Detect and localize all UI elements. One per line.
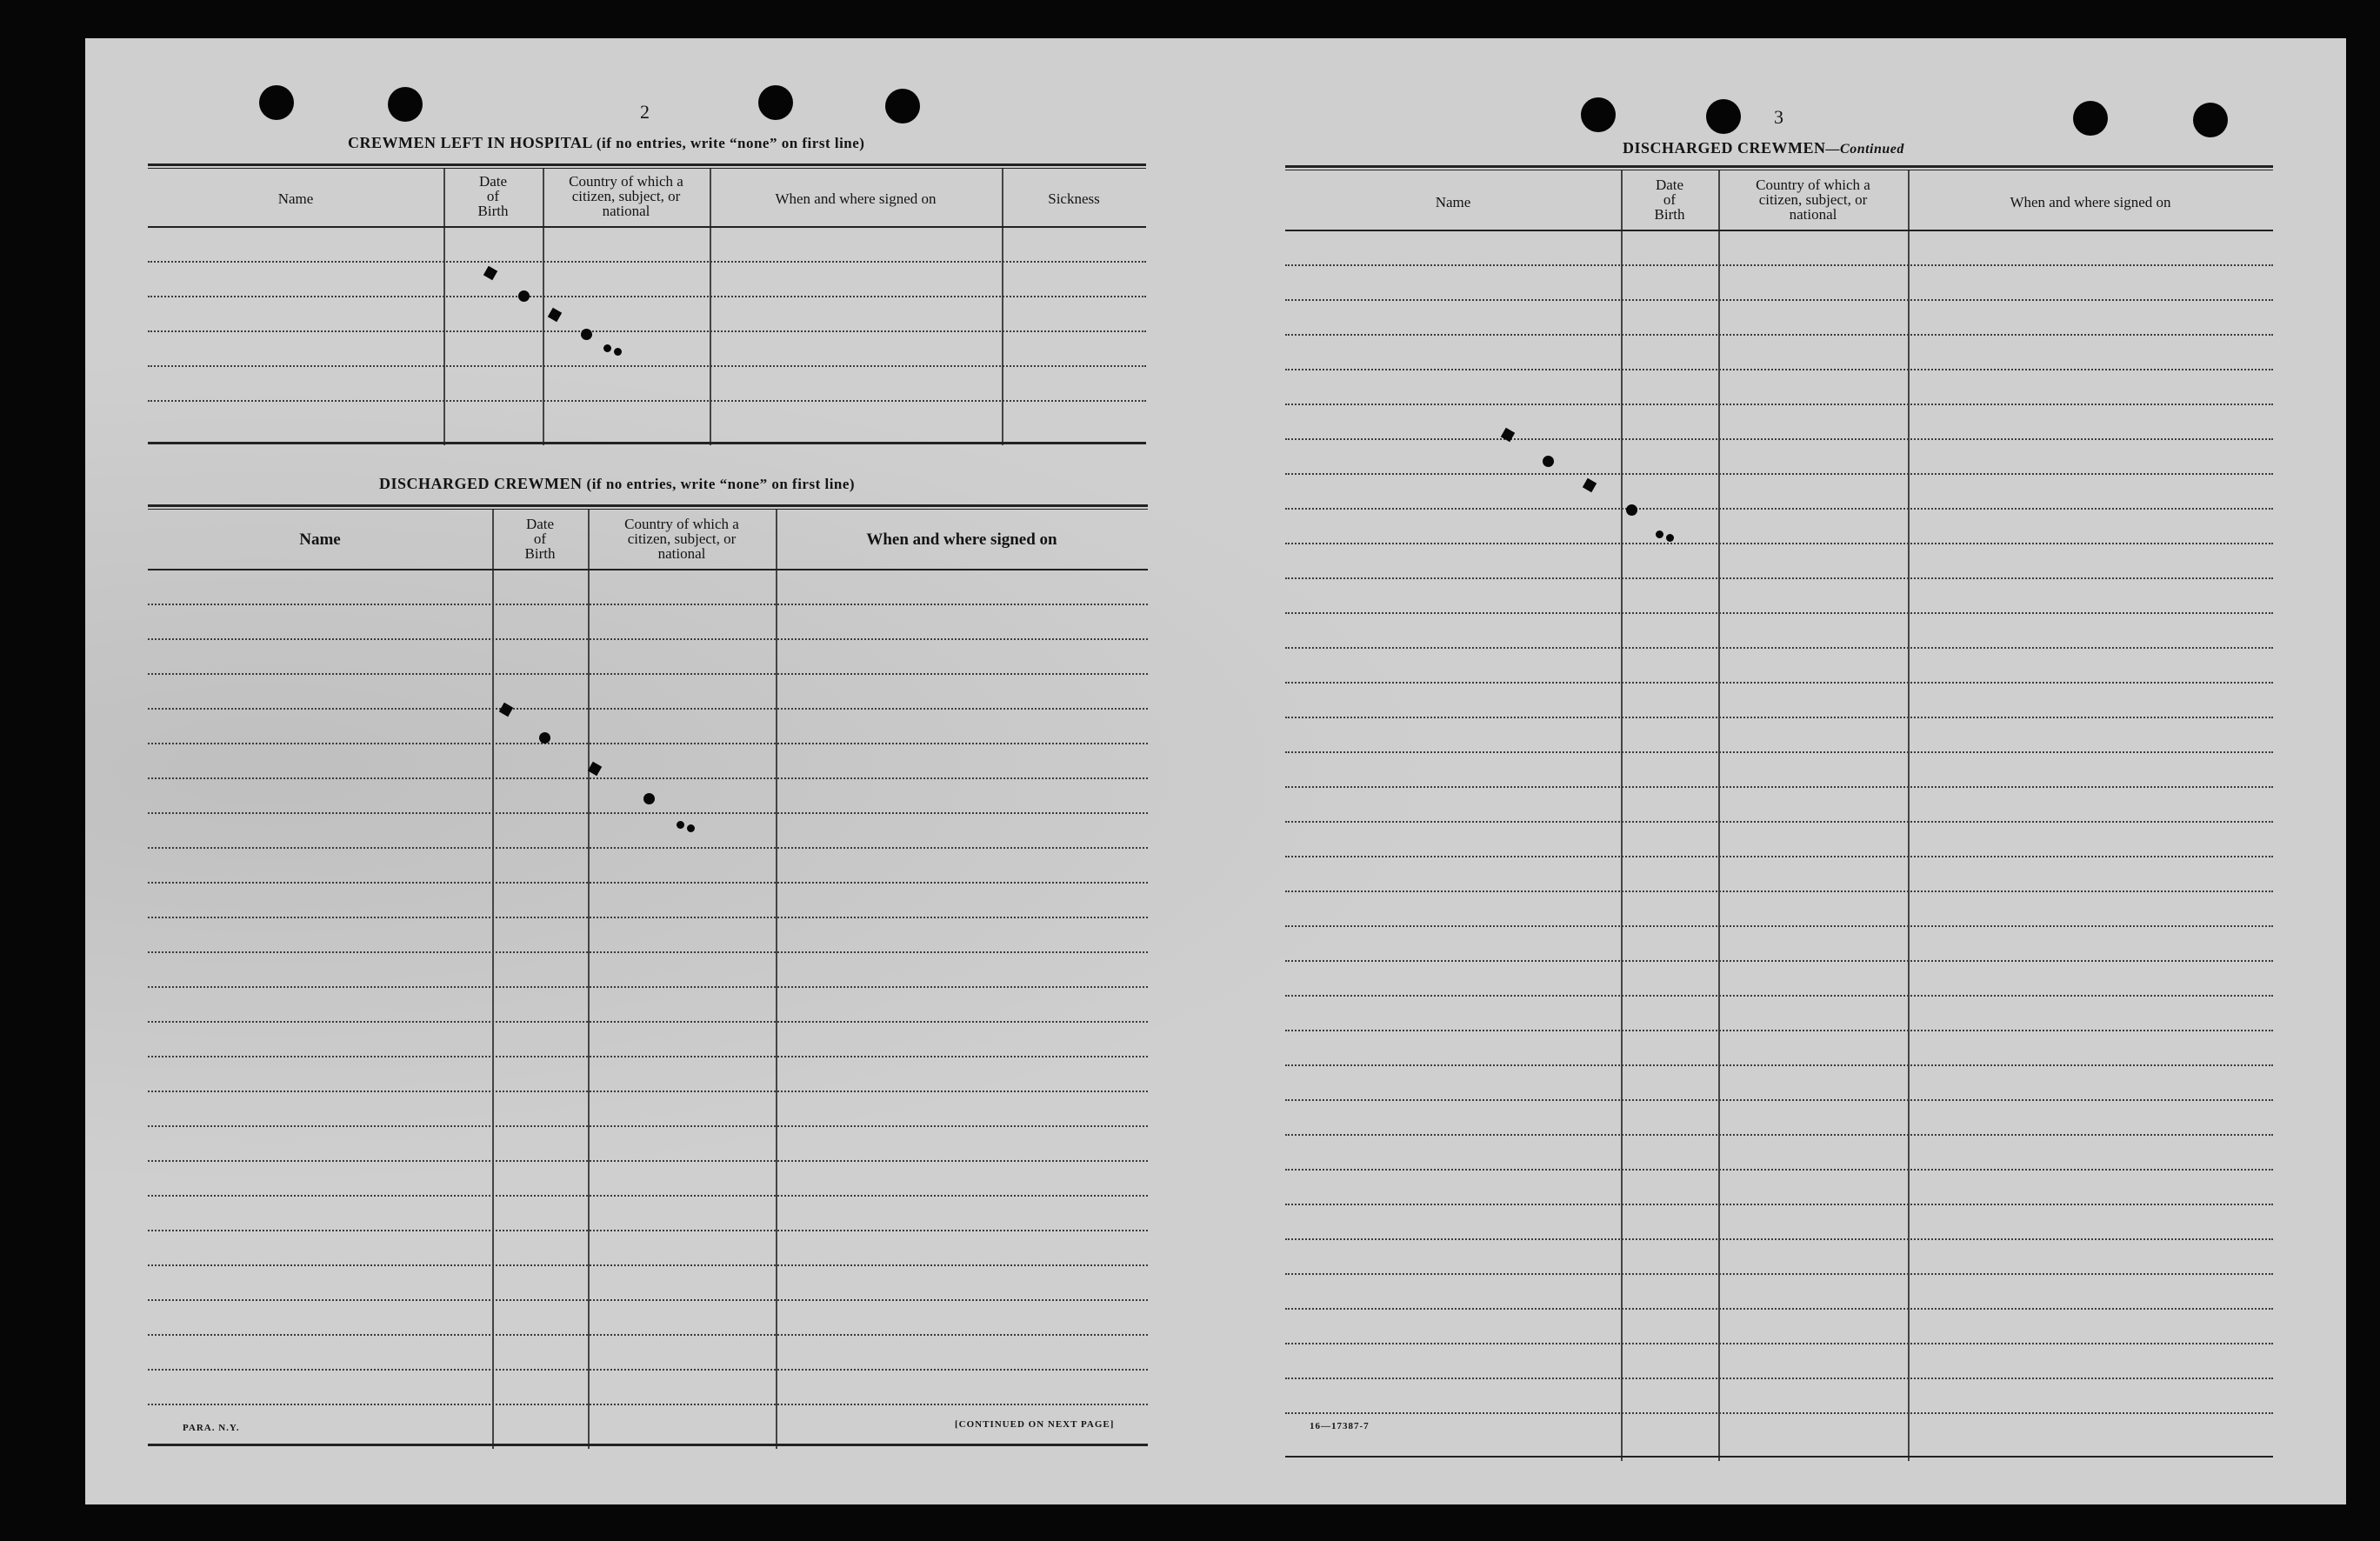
punch-hole xyxy=(2193,103,2228,137)
entry-line[interactable] xyxy=(148,951,1148,953)
page-number: 3 xyxy=(1774,106,1783,128)
entry-line[interactable] xyxy=(1285,334,2273,336)
entry-line[interactable] xyxy=(148,365,1146,367)
perforation-mark xyxy=(643,793,655,804)
discharged-continued-title xyxy=(1623,139,1904,157)
entry-line[interactable] xyxy=(1285,473,2273,475)
entry-line[interactable] xyxy=(148,812,1148,814)
continued-note: [CONTINUED ON NEXT PAGE] xyxy=(955,1419,1115,1430)
dob-line: Date xyxy=(525,516,555,532)
country-line: citizen, subject, or xyxy=(1758,191,1868,208)
punch-hole xyxy=(2073,101,2108,136)
hospital-col-sickness: Sickness xyxy=(1048,190,1100,207)
dob-line: Birth xyxy=(477,203,509,219)
entry-line[interactable] xyxy=(1285,925,2273,927)
entry-line[interactable] xyxy=(1285,577,2273,579)
continued-col-name: Name xyxy=(1435,194,1471,210)
country-line: national xyxy=(657,545,706,562)
discharged-col-signed-on: When and where signed on xyxy=(866,530,1057,549)
entry-line[interactable] xyxy=(1285,1273,2273,1275)
entry-line[interactable] xyxy=(1285,1378,2273,1379)
entry-line[interactable] xyxy=(148,882,1148,884)
dob-line: of xyxy=(1663,191,1677,208)
punch-hole xyxy=(758,85,793,120)
entry-line[interactable] xyxy=(148,296,1146,297)
entry-line[interactable] xyxy=(1285,543,2273,544)
entry-line[interactable] xyxy=(1285,1169,2273,1171)
continued-col-dob xyxy=(1621,177,1718,222)
hospital-col-dob xyxy=(443,174,543,218)
entry-line[interactable] xyxy=(148,330,1146,332)
hospital-title-text: CREWMEN LEFT IN HOSPITAL xyxy=(348,134,592,151)
entry-line[interactable] xyxy=(1285,1030,2273,1031)
entry-line[interactable] xyxy=(1285,1064,2273,1066)
entry-line[interactable] xyxy=(148,1056,1148,1057)
perforation-mark xyxy=(677,821,684,829)
punch-hole xyxy=(885,89,920,123)
entry-line[interactable] xyxy=(148,400,1146,402)
entry-line[interactable] xyxy=(1285,682,2273,684)
entry-line[interactable] xyxy=(148,1021,1148,1023)
entry-line[interactable] xyxy=(148,1334,1148,1336)
discharged-col-country xyxy=(588,517,776,561)
perforation-mark xyxy=(581,329,592,340)
entry-line[interactable] xyxy=(1285,612,2273,614)
entry-line[interactable] xyxy=(148,1369,1148,1371)
entry-line[interactable] xyxy=(148,708,1148,710)
entry-line[interactable] xyxy=(148,1404,1148,1405)
entry-line[interactable] xyxy=(1285,995,2273,997)
entry-line[interactable] xyxy=(148,847,1148,849)
entry-line[interactable] xyxy=(1285,1099,2273,1101)
entry-line[interactable] xyxy=(148,604,1148,605)
perforation-mark xyxy=(1656,530,1663,538)
entry-line[interactable] xyxy=(1285,821,2273,823)
country-line: Country of which a xyxy=(624,516,739,532)
hospital-table xyxy=(148,163,1146,450)
entry-line[interactable] xyxy=(1285,438,2273,440)
hospital-section-title xyxy=(348,134,864,152)
entry-line[interactable] xyxy=(1285,508,2273,510)
form-number: 16—17387-7 xyxy=(1310,1421,1370,1431)
entry-line[interactable] xyxy=(1285,299,2273,301)
continued-label: —Continued xyxy=(1825,142,1904,157)
continued-col-signed-on: When and where signed on xyxy=(2010,194,2171,210)
entry-line[interactable] xyxy=(148,1264,1148,1266)
discharged-col-name: Name xyxy=(299,530,341,549)
perforation-mark xyxy=(687,824,695,832)
country-line: national xyxy=(1789,206,1837,223)
entry-line[interactable] xyxy=(148,777,1148,779)
entry-line[interactable] xyxy=(1285,264,2273,266)
dob-line: of xyxy=(486,188,500,204)
entry-line[interactable] xyxy=(148,638,1148,640)
entry-line[interactable] xyxy=(1285,1238,2273,1240)
entry-line[interactable] xyxy=(1285,891,2273,892)
entry-line[interactable] xyxy=(1285,1204,2273,1205)
punch-hole xyxy=(388,87,423,122)
entry-line[interactable] xyxy=(1285,1134,2273,1136)
punch-hole xyxy=(1706,99,1741,134)
entry-line[interactable] xyxy=(1285,960,2273,962)
discharged-section-title xyxy=(379,475,855,493)
entry-line[interactable] xyxy=(148,1195,1148,1197)
entry-line[interactable] xyxy=(148,1091,1148,1092)
page-number: 2 xyxy=(640,101,650,123)
entry-line[interactable] xyxy=(148,1299,1148,1301)
country-line: citizen, subject, or xyxy=(627,530,737,547)
entry-line[interactable] xyxy=(1285,786,2273,788)
discharged-continued-table xyxy=(1285,165,2273,1463)
country-line: Country of which a xyxy=(569,173,683,190)
entry-line[interactable] xyxy=(148,1230,1148,1231)
punch-hole xyxy=(259,85,294,120)
entry-line[interactable] xyxy=(1285,856,2273,857)
hospital-instruction: (if no entries, write “none” on first line) xyxy=(596,135,865,151)
continued-col-country xyxy=(1718,177,1908,222)
perforation-mark xyxy=(603,344,611,352)
discharged-col-dob xyxy=(492,517,588,561)
dob-line: of xyxy=(533,530,547,547)
entry-line[interactable] xyxy=(1285,751,2273,753)
entry-line[interactable] xyxy=(1285,369,2273,370)
country-line: national xyxy=(602,203,650,219)
punch-hole xyxy=(1581,97,1616,132)
country-line: citizen, subject, or xyxy=(571,188,681,204)
hospital-col-signed-on: When and where signed on xyxy=(775,190,937,207)
hospital-col-name: Name xyxy=(277,190,314,207)
perforation-mark xyxy=(1543,456,1554,467)
dob-line: Date xyxy=(1655,177,1684,193)
dob-line: Birth xyxy=(1654,206,1685,223)
entry-line[interactable] xyxy=(148,261,1146,263)
entry-line[interactable] xyxy=(1285,1308,2273,1310)
entry-line[interactable] xyxy=(148,1125,1148,1127)
entry-line[interactable] xyxy=(1285,647,2273,649)
discharged-table xyxy=(148,504,1148,1452)
entry-line[interactable] xyxy=(148,1160,1148,1162)
discharged-title-text: DISCHARGED CREWMEN xyxy=(379,475,583,492)
country-line: Country of which a xyxy=(1756,177,1870,193)
printer-mark: PARA. N.Y. xyxy=(183,1423,240,1433)
discharged-instruction: (if no entries, write “none” on first line) xyxy=(586,476,856,492)
perforation-mark xyxy=(614,348,622,356)
entry-line[interactable] xyxy=(1285,717,2273,718)
entry-line[interactable] xyxy=(148,917,1148,918)
entry-line[interactable] xyxy=(1285,404,2273,405)
dob-line: Birth xyxy=(524,545,556,562)
entry-line[interactable] xyxy=(148,673,1148,675)
entry-line[interactable] xyxy=(148,743,1148,744)
dob-line: Date xyxy=(478,173,508,190)
entry-line[interactable] xyxy=(148,986,1148,988)
document-sheet xyxy=(85,38,2346,1504)
entry-line[interactable] xyxy=(1285,1343,2273,1344)
perforation-mark xyxy=(1666,534,1674,542)
discharged-continued-text: DISCHARGED CREWMEN xyxy=(1623,139,1826,157)
perforation-mark xyxy=(518,290,530,302)
perforation-mark xyxy=(1626,504,1637,516)
perforation-mark xyxy=(539,732,550,744)
entry-line[interactable] xyxy=(1285,1412,2273,1414)
hospital-col-country xyxy=(543,174,710,218)
